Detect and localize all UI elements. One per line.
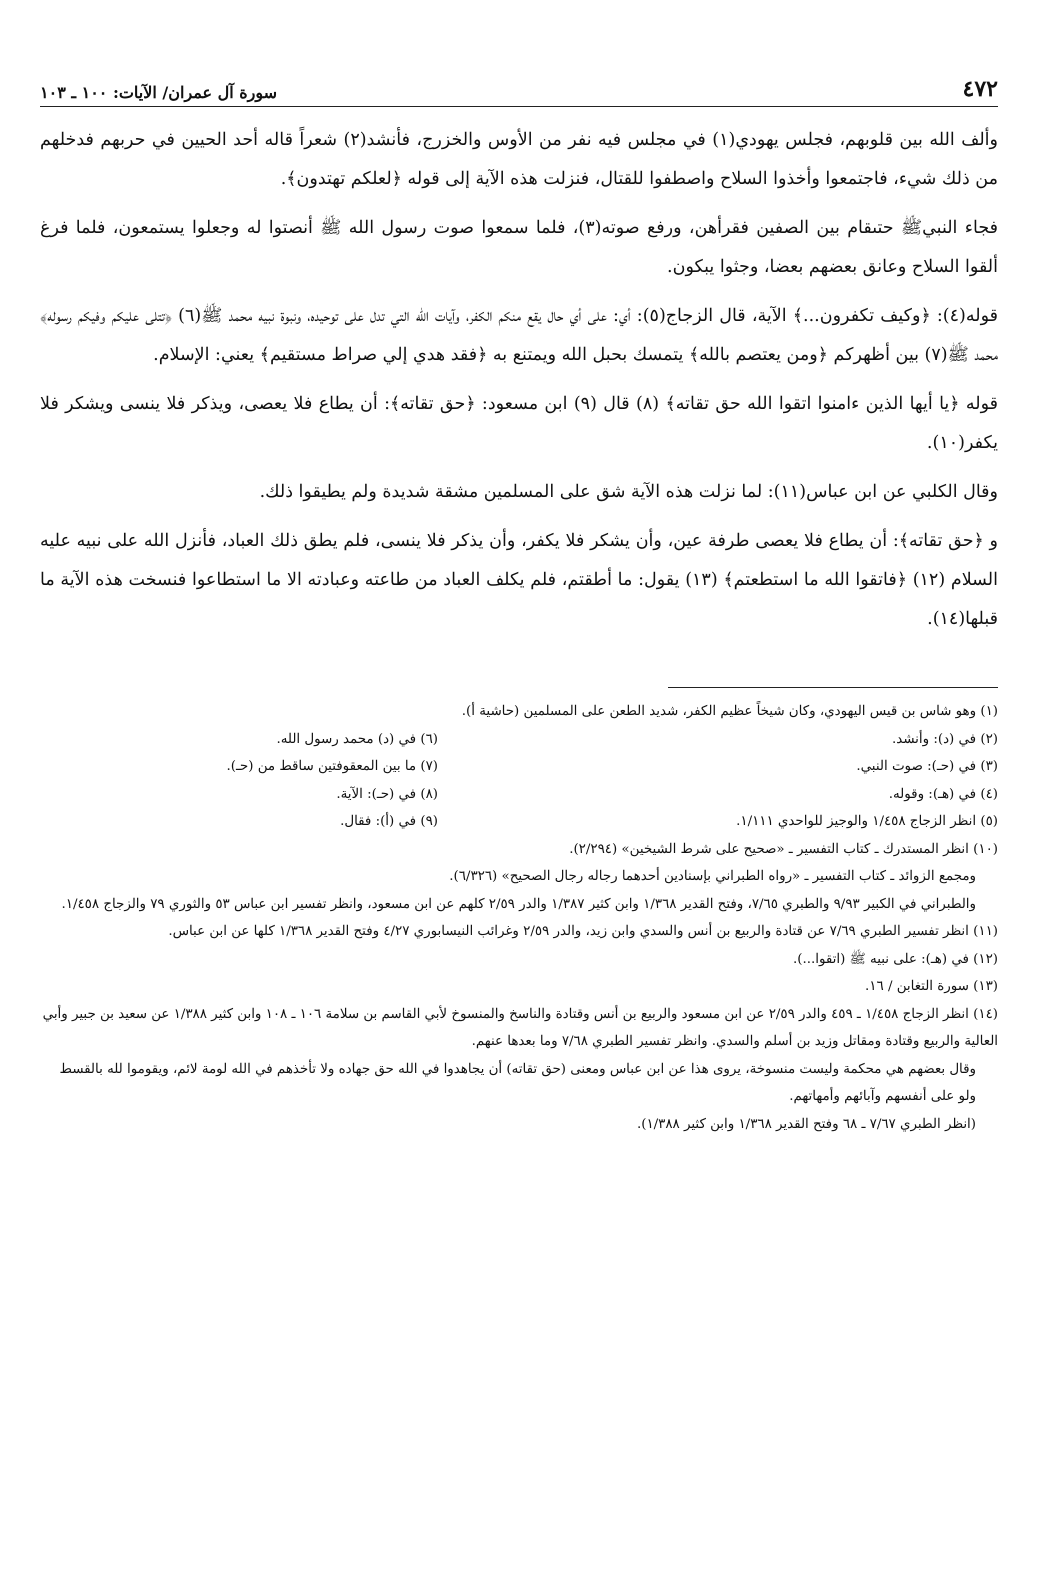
footnote-separator xyxy=(668,687,998,688)
footnote-13: (١٣) سورة التغابن / ١٦. xyxy=(865,979,998,994)
footnote-6: (٦) في (د) محمد رسول الله. xyxy=(276,731,438,747)
footnote-3: (٣) في (حـ): صوت النبي. xyxy=(856,759,998,774)
page-header xyxy=(40,76,998,107)
paragraph-4: قوله ﴿يا أيها الذين ءامنوا اتقوا الله حق تقاته﴾ (٨) قال (٩) ابن مسعود: ﴿حق تقاته﴾: أن يطاع فلا يعصى، ويذكر فلا ينسى ويشكر فلا يكفر(١٠). xyxy=(40,394,999,453)
footnote-12: (١٢) في (هـ): على نبيه ﷺ (اتقوا...). xyxy=(793,951,998,967)
page xyxy=(40,76,998,1138)
footnote-10: (١٠) انظر المستدرك ـ كتاب التفسير ـ «صحيح على شرط الشيخين» (٢/٢٩٤). xyxy=(569,841,998,857)
footnote-9: (٩) في (أ): فقال. xyxy=(340,814,438,829)
running-title: سورة آل عمران/ الآيات: ١٠٠ ـ ١٠٣ xyxy=(40,83,278,102)
paragraph-3: قوله(٤): ﴿وكيف تكفرون...﴾ الآية، قال الزجاج(٥): أي: على أي حال يقع منكم الكفر، وآيات الله التي تدل على توحيده، ونبوة نبيه محمد ﷺ(٦) ﴿تتلى عليكم وفيكم رسوله﴾ محمد ﷺ(٧) بين أظهركم ﴿ومن يعتصم بالله﴾ يتمسك بحبل الله ويمتنع به ﴿فقد هدي إلي صراط مستقيم﴾ يعني: الإسلام. xyxy=(40,306,998,365)
footnote-14: (١٤) انظر الزجاج ١/٤٥٨ ـ ٤٥٩ والدر ٢/٥٩ عن ابن مسعود والربيع بن أنس وقتادة والناسخ والمنسوخ لأبي القاسم بن سلامة ١٠٦ ـ ١٠٨ وابن كثير ١/٣٨٨ عن سعيد بن جبير وأبي العالية والربيع وقتادة ومقاتل وزيد بن أسلم والسدي. وانظر تفسير الطبري ٧/٦٨ وما بعدها عنهم. xyxy=(42,1006,998,1049)
footnote-8: (٨) في (حـ): الآية. xyxy=(336,786,438,802)
footnote-11: (١١) انظر تفسير الطبري ٧/٦٩ عن قتادة والربيع بن أنس والسدي وابن زيد، والدر ٢/٥٩ وغرائب النيسابوري ٤/٢٧ وفتح القدير ١/٣٦٨ كلها عن ابن عباس. xyxy=(168,924,998,939)
footnote-14-continued: وقال بعضهم هي محكمة وليست منسوخة، يروى هذا عن ابن عباس ومعنى (حق تقاته) أن يجاهدوا في الله حق جهاده ولا تأخذهم في الله لومة لائم، ويقوموا لله بالقسط ولو على أنفسهم وآبائهم وأمهاتهم. xyxy=(59,1061,976,1104)
footnotes xyxy=(40,698,998,1138)
footnote-2: (٢) في (د): وأنشد. xyxy=(891,731,998,747)
footnote-4: (٤) في (هـ): وقوله. xyxy=(888,786,998,802)
paragraph-1: وألف الله بين قلوبهم، فجلس يهودي(١) في مجلس فيه نفر من الأوس والخزرج، فأنشد(٢) شعراً قاله أحد الحيين في حربهم فدخلهم من ذلك شيء، فاجتمعوا وأخذوا السلاح واصطفوا للقتال، فنزلت هذه الآية إلى قوله ﴿لعلكم تهتدون﴾. xyxy=(40,130,998,189)
paragraph-5: وقال الكلبي عن ابن عباس(١١): لما نزلت هذه الآية شق على المسلمين مشقة شديدة ولم يطيقوا ذلك. xyxy=(259,482,998,502)
paragraph-2: فجاء النبيﷺ حتىقام بين الصفين فقرأهن، ورفع صوته(٣)، فلما سمعوا صوت رسول الله ﷺ أنصتوا له وجعلوا يستمعون، فلما فرغ ألقوا السلاح وعانق بعضهم بعضا، وجثوا يبكون. xyxy=(40,218,998,277)
footnote-pair xyxy=(40,808,998,836)
footnote-pair xyxy=(40,726,998,754)
footnote-pair xyxy=(40,781,998,809)
footnote-10-continued: والطبراني في الكبير ٩/٩٣ والطبري ٧/٦٥، وفتح القدير ١/٣٦٨ وابن كثير ١/٣٨٧ والدر ٢/٥٩ كلهم عن ابن مسعود، وانظر تفسير ابن عباس ٥٣ والثوري ٧٩ والزجاج ١/٤٥٨. xyxy=(61,896,976,912)
footnote-14-continued: (انظر الطبري ٧/٦٧ ـ ٦٨ وفتح القدير ١/٣٦٨ وابن كثير ١/٣٨٨). xyxy=(636,1116,976,1132)
footnote-5: (٥) انظر الزجاج ١/٤٥٨ والوجيز للواحدي ١/١١١. xyxy=(736,814,998,829)
footnote-1: (١) وهو شاس بن قيس اليهودي، وكان شيخاً عظيم الكفر، شديد الطعن على المسلمين (حاشية أ). xyxy=(461,704,998,719)
footnote-7: (٧) ما بين المعقوفتين ساقط من (حـ). xyxy=(226,759,438,774)
paragraph-6: و ﴿حق تقاته﴾: أن يطاع فلا يعصى طرفة عين، وأن يشكر فلا يكفر، وأن يذكر فلا ينسى، فلم يطق ذلك العباد، فأنزل الله على نبيه عليه السلام (١٢) ﴿فاتقوا الله ما استطعتم﴾ (١٣) يقول: ما أطقتم، فلم يكلف العباد من طاعته وعبادته الا ما استطاعوا فنسخت هذه الآية ما قبلها(١٤). xyxy=(40,531,998,629)
footnote-10-continued: ومجمع الزوائد ـ كتاب التفسير ـ «رواه الطبراني بإسنادين أحدهما رجاله رجال الصحيح» (٦/٣٢٦). xyxy=(449,869,976,884)
page-number: ٤٧٢ xyxy=(962,76,998,102)
body-text xyxy=(40,121,998,639)
footnote-pair xyxy=(40,753,998,781)
